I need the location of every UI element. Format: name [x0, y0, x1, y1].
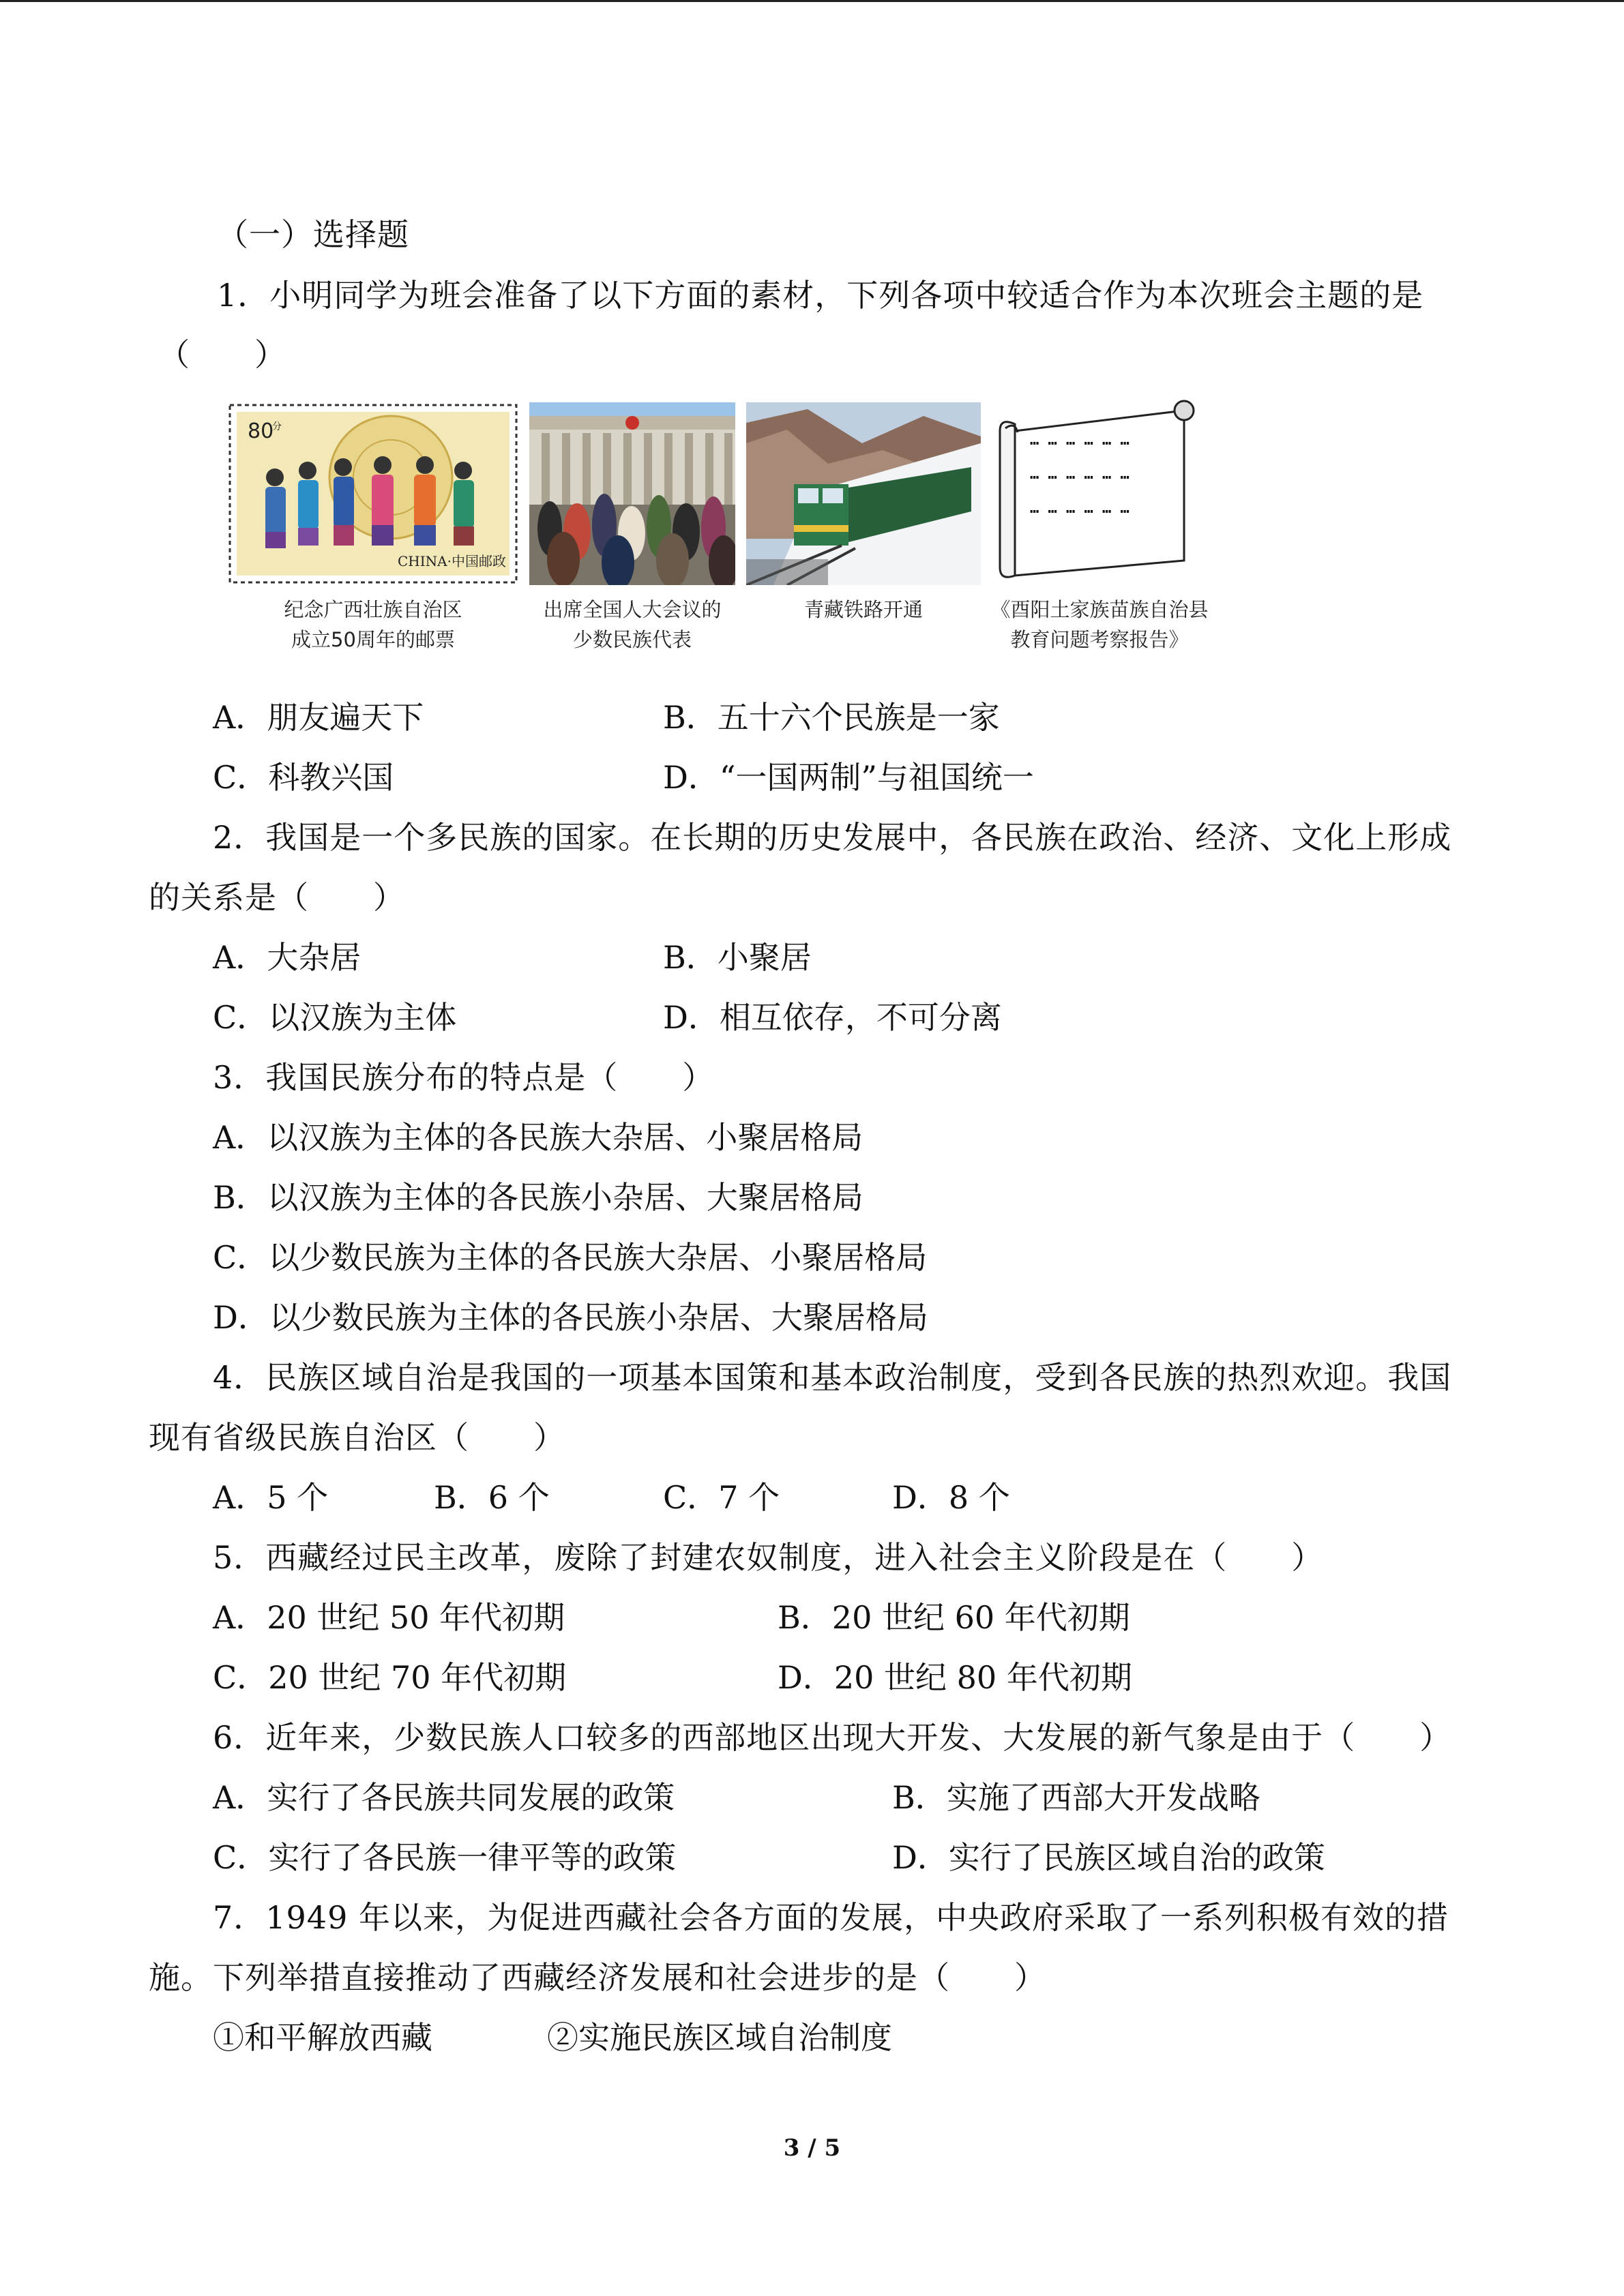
q1-option-b: B．五十六个民族是一家	[663, 699, 1000, 736]
stamp-image	[227, 402, 519, 585]
top-border	[0, 0, 1624, 2]
q4-option-b: B．6 个	[434, 1479, 550, 1516]
q5-option-c: C．20 世纪 70 年代初期	[213, 1659, 567, 1696]
q6-stem: 6．近年来，少数民族人口较多的西部地区出现大开发、大发展的新气象是由于（ ）	[213, 1719, 1452, 1756]
q7-stem-line1: 7．1949 年以来，为促进西藏社会各方面的发展，中央政府采取了一系列积极有效的措	[213, 1899, 1449, 1936]
q4-option-c: C．7 个	[663, 1479, 780, 1516]
q4-stem-line1: 4．民族区域自治是我国的一项基本国策和基本政治制度，受到各民族的热烈欢迎。我国	[213, 1359, 1452, 1396]
caption-stamp: 纪念广西壮族自治区 成立50周年的邮票	[284, 598, 462, 651]
q3-stem: 3．我国民族分布的特点是（ ）	[213, 1059, 715, 1096]
q2-option-c: C．以汉族为主体	[213, 999, 457, 1036]
q2-stem-line1: 2．我国是一个多民族的国家。在长期的历史发展中，各民族在政治、经济、文化上形成	[213, 819, 1452, 856]
q3-option-d: D．以少数民族为主体的各民族小杂居、大聚居格局	[213, 1299, 928, 1336]
q2-stem-line2: 的关系是（ ）	[149, 879, 405, 916]
q6-option-a: A．实行了各民族共同发展的政策	[213, 1779, 675, 1816]
q1-option-a: A．朋友遍天下	[213, 699, 424, 736]
great-hall-photo	[529, 402, 735, 585]
q7-stem-line2: 施。下列举措直接推动了西藏经济发展和社会进步的是（ ）	[149, 1959, 1046, 1996]
q3-option-b: B．以汉族为主体的各民族小杂居、大聚居格局	[213, 1179, 863, 1216]
q6-option-b: B．实施了西部大开发战略	[892, 1779, 1260, 1816]
q1-option-d: D．“一国两制”与祖国统一	[663, 759, 1034, 796]
q4-option-a: A．5 个	[213, 1479, 329, 1516]
q4-stem-line2: 现有省级民族自治区（ ）	[149, 1419, 565, 1456]
section-title: （一）选择题	[217, 216, 409, 253]
q4-option-d: D．8 个	[892, 1479, 1010, 1516]
q5-option-b: B．20 世纪 60 年代初期	[778, 1599, 1130, 1636]
stamp-unit: 分	[272, 421, 282, 432]
scroll-dots-1: … … … … … …	[1030, 432, 1130, 449]
scroll-report-drawing	[988, 397, 1205, 585]
q2-option-d: D．相互依存，不可分离	[663, 999, 1002, 1036]
caption-railway: 青藏铁路开通	[803, 598, 923, 621]
page-number: 3 / 5	[783, 2134, 841, 2162]
q1-stem-line2: （ ）	[158, 336, 286, 373]
q3-option-a: A．以汉族为主体的各民族大杂居、小聚居格局	[213, 1119, 863, 1156]
q6-option-c: C．实行了各民族一律平等的政策	[213, 1839, 677, 1876]
caption-report: 《酉阳土家族苗族自治县 教育问题考察报告》	[990, 598, 1209, 651]
caption-representatives: 出席全国人大会议的 少数民族代表	[543, 598, 722, 651]
q7-item-1: ①和平解放西藏	[213, 2019, 432, 2056]
q5-option-d: D．20 世纪 80 年代初期	[778, 1659, 1132, 1696]
scroll-dots-2: … … … … … …	[1030, 466, 1130, 483]
q1-option-c: C．科教兴国	[213, 759, 394, 796]
q3-option-c: C．以少数民族为主体的各民族大杂居、小聚居格局	[213, 1239, 928, 1276]
stamp-value: 80	[248, 419, 274, 443]
stamp-country: CHINA·中国邮政	[398, 553, 506, 569]
q2-option-b: B．小聚居	[663, 939, 812, 976]
scroll-dots-3: … … … … … …	[1030, 500, 1130, 517]
q7-item-2: ②实施民族区域自治制度	[547, 2019, 892, 2056]
q2-option-a: A．大杂居	[213, 939, 361, 976]
q6-option-d: D．实行了民族区域自治的政策	[892, 1839, 1325, 1876]
q5-stem: 5．西藏经过民主改革，废除了封建农奴制度，进入社会主义阶段是在（ ）	[213, 1539, 1324, 1576]
q1-stem-line1: 1．小明同学为班会准备了以下方面的素材，下列各项中较适合作为本次班会主题的是	[217, 277, 1424, 314]
q5-option-a: A．20 世纪 50 年代初期	[213, 1599, 565, 1636]
qinghai-tibet-railway-photo	[746, 402, 981, 585]
